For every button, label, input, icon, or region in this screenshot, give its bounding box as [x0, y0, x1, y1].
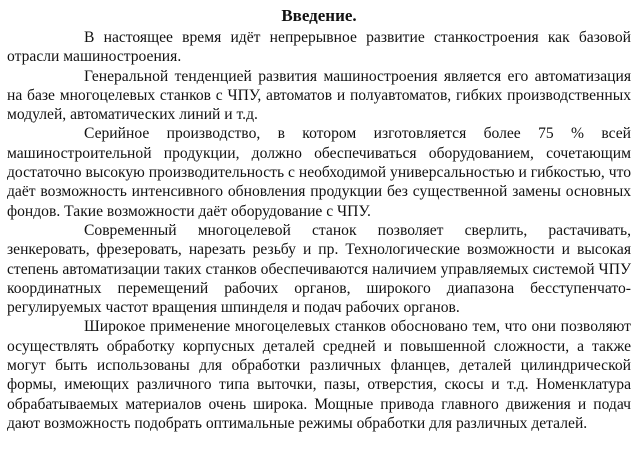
paragraph-wide-application: Широкое применение многоцелевых станков обосновано тем, что они позволяют осуществлять обработку корпусных деталей средней и повышенной сложности, а также могут быть использованы для обработки различных фланцев, деталей цилиндрической формы, имеющих различного типа выточки, пазы, отверстия, скосы и т.д. Номенклатура обрабатываемых материалов очень широка. Мощные привода главного движения и подач дают возможность подобрать оптимальные режимы обработки для различных деталей.	[7, 318, 631, 432]
document-title: Введение.	[281, 6, 357, 25]
paragraph-serial-production: Серийное производство, в котором изготовляется более 75 % всей машиностроительной продукции, должно обеспечиваться оборудованием, сочетающим достаточно высокую производительность с необходимой универсальностью и гибкостью, что даёт возможность интенсивного обновления продукции без существенной замены основных фондов. Такие возможности даёт оборудование с ЧПУ.	[7, 125, 631, 220]
document-page	[7, 6, 631, 433]
paragraph-trend: Генеральной тенденцией развития машиностроения является его автоматизация на базе многоцелевых станков с ЧПУ, автоматов и полуавтоматов, гибких производственных модулей, автоматических линий и т.д.	[7, 67, 631, 124]
paragraph-modern-machine: Современный многоцелевой станок позволяет сверлить, растачивать, зенкеровать, фрезеровать, нарезать резьбу и пр. Технологические возможности и высокая степень автоматизации таких станков обеспечиваются наличием управляемых системой ЧПУ координатных перемещений рабочих органов, широкого диапазона бесступенчато-регулируемых частот вращения шпинделя и подач рабочих органов.	[7, 221, 631, 317]
paragraph-intro: В настоящее время идёт непрерывное развитие станкостроения как базовой отрасли машиностроения.	[7, 29, 631, 66]
